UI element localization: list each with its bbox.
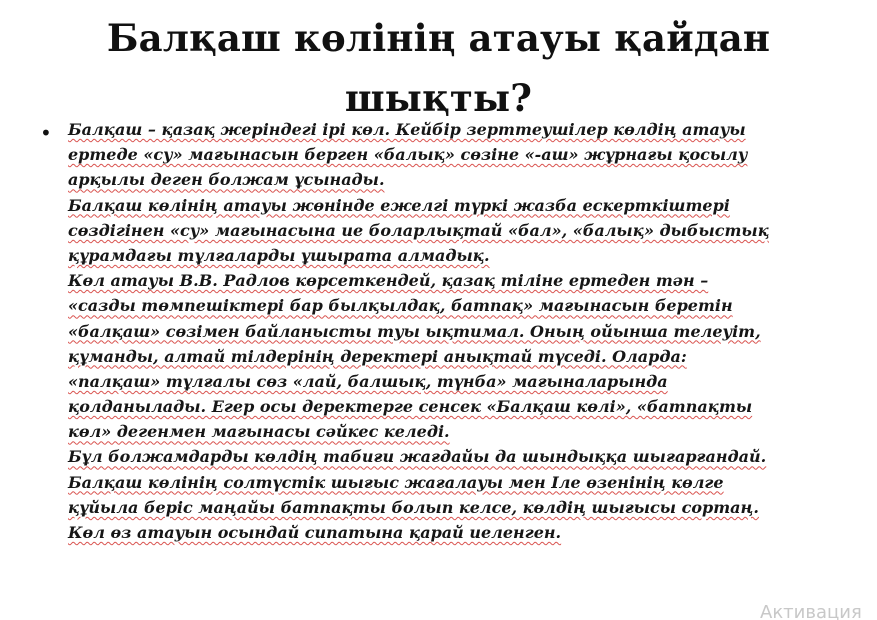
text-line: арқылы деген болжам ұсынады. [68, 170, 385, 190]
text-line: «палқаш» тұлғалы сөз «лай, балшық, түнба» мағыналарында [68, 371, 668, 391]
text-line: Бұл болжамдарды көлдің табиғи жағдайы да шындыққа шығарғандай. [68, 447, 767, 467]
text-line: ертеде «су» мағынасын берген «балық» сөзіне «-аш» жұрнағы қосылу [68, 145, 748, 165]
text-line: сөздігінен «су» мағынасына ие боларлықтай «бал», «балық» дыбыстық [68, 220, 769, 240]
slide-title [40, 8, 837, 128]
text-line: қолданылады. Егер осы деректерге сенсек «Балқаш көлі», «батпақты [68, 397, 753, 417]
text-line: құманды, алтай тілдерінің деректері анықтай түседі. Оларда: [68, 346, 687, 366]
text-line: көл» дегенмен мағынасы сәйкес келеді. [68, 422, 450, 442]
text-line: құйыла беріс маңайы батпақты болып келсе, көлдің шығысы сортаң. [68, 497, 759, 517]
title-line-2: шықты? [344, 76, 533, 120]
title-line-1: Балқаш көлінің атауы қайдан [106, 16, 771, 60]
paragraph-text [68, 117, 838, 545]
text-line: Балқаш көлінің атауы жөнінде ежелгі түркі жазба ескерткіштері [68, 195, 730, 215]
text-line: Көл атауы В.В. Радлов көрсеткендей, қазақ тіліне ертеден тән – [68, 271, 709, 291]
text-line: «сазды төмпешіктері бар былқылдақ, батпақ» мағынасын беретін [68, 296, 733, 316]
activation-watermark: Активация [760, 604, 862, 620]
bullet-icon: • [40, 121, 52, 145]
text-line: құрамдағы тұлғаларды ұшырата алмадық. [68, 245, 490, 265]
text-line: Балқаш – қазақ жеріндегі ірі көл. Кейбір зерттеушілер көлдің атауы [68, 120, 746, 139]
text-line: «балқаш» сөзімен байланысты туы ықтимал. Оның ойынша телеуіт, [68, 321, 761, 341]
text-line: Көл өз атауын осындай сипатына қарай иеленген. [68, 523, 562, 542]
text-line: Балқаш көлінің солтүстік шығыс жағалауы мен Іле өзенінің көлге [68, 472, 724, 492]
